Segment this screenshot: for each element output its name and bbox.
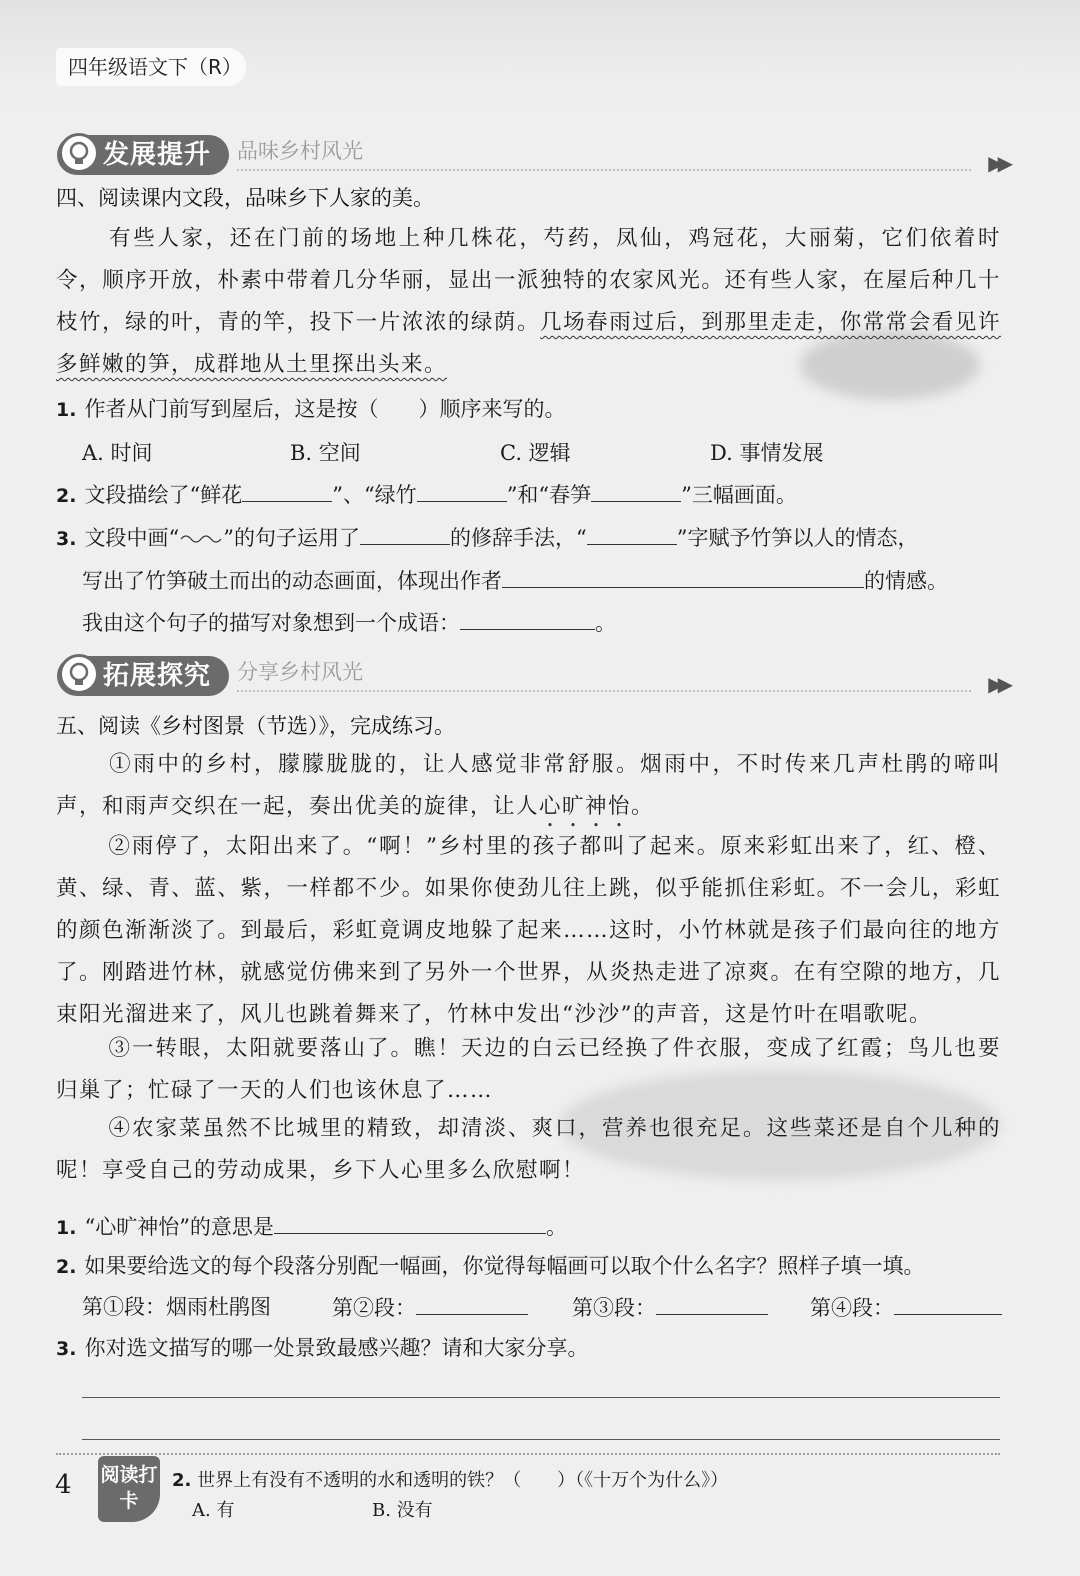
question-text: 文段中画“ [84, 526, 180, 550]
fill-blank[interactable] [274, 1211, 546, 1234]
question-text: 文段描绘了“鲜花 [84, 483, 243, 507]
q2-fill-paragraph-2 [332, 1292, 528, 1323]
question-3-line-2 [82, 565, 948, 596]
fill-blank[interactable] [460, 607, 595, 630]
question-text: ”和“春笋 [506, 483, 592, 507]
section-badge-label: 发展提升 [103, 140, 212, 170]
paragraph-text: 。 [631, 794, 655, 819]
question-text: ”、“绿竹 [332, 483, 417, 507]
option-d[interactable]: D. 事情发展 [710, 441, 824, 465]
question-number: 3. [56, 1338, 77, 1360]
section-header-extension [57, 656, 1007, 702]
article-paragraph-3 [56, 1028, 1001, 1112]
book-title: 四年级语文下（R） [56, 48, 246, 86]
q2-fill-paragraph-4 [810, 1292, 1002, 1323]
question-five-title: 五、阅读《乡村图景（节选）》，完成练习。 [56, 714, 455, 738]
reading-checkin-badge: 阅读打卡 [98, 1456, 160, 1522]
fill-blank[interactable] [417, 479, 507, 502]
question-number: 3. [56, 528, 77, 550]
page-number: 4 [55, 1470, 72, 1500]
question-5-3 [56, 1333, 588, 1364]
question-number: 2. [56, 1256, 77, 1278]
option-a[interactable]: A. 时间 [82, 441, 153, 465]
fill-blank[interactable] [587, 522, 677, 545]
question-text: 。 [545, 1215, 567, 1239]
lightbulb-icon [59, 133, 99, 173]
question-text: ）顺序来写的。 [418, 397, 566, 421]
q2-fill-paragraph-1: 第①段：烟雨杜鹃图 [82, 1295, 271, 1319]
section-badge-label: 拓展探究 [103, 661, 212, 691]
answer-line[interactable] [82, 1439, 1000, 1440]
fill-blank[interactable] [242, 479, 332, 502]
question-text: 世界上有没有不透明的水和透明的铁？（ ）（《十万个为什么》） [197, 1470, 729, 1491]
question-3-line-3 [82, 607, 616, 638]
double-arrow-icon: ▶▶ [988, 672, 1007, 696]
question-number: 2. [56, 485, 77, 507]
fill-blank[interactable] [360, 522, 450, 545]
article-paragraph-4 [56, 1108, 1001, 1192]
question-text: 写出了竹笋破土而出的动态画面，体现出作者 [82, 569, 502, 593]
question-number: 1. [56, 399, 77, 421]
question-text: 。 [595, 611, 616, 635]
paragraph-text: ③一转眼，太阳就要落山了。瞧！天边的白云已经换了件衣服，变成了红霞；鸟儿也要归巢了；忙碌了一天的人们也该休息了…… [56, 1036, 1001, 1103]
footer-option-b[interactable]: B. 没有 [372, 1500, 433, 1521]
double-arrow-icon: ▶▶ [988, 151, 1007, 175]
paragraph-text: ④农家菜虽然不比城里的精致，却清淡、爽口，营养也很充足。这些菜还是自个儿种的呢！享受自己的劳动成果，乡下人心里多么欣慰啊！ [56, 1116, 1001, 1183]
lightbulb-icon [59, 654, 99, 694]
footer-question [172, 1466, 728, 1492]
question-text: ”的句子运用了 [223, 526, 360, 550]
paragraph-text: ①雨中的乡村，朦朦胧胧的，让人感觉非常舒服。烟雨中，不时传来几声杜鹃的啼叫声，和雨声交织在一起，奏出优美的旋律，让人 [56, 752, 1001, 819]
article-paragraph-2 [56, 826, 1001, 1036]
question-text: 的修辞手法，“ [449, 526, 587, 550]
fill-blank[interactable] [502, 565, 864, 588]
question-four-title: 四、阅读课内文段，品味乡下人家的美。 [56, 186, 434, 210]
fill-blank[interactable] [894, 1292, 1002, 1315]
question-text: 如果要给选文的每个段落分别配一幅画，你觉得每幅画可以取个什么名字？照样子填一填。 [84, 1254, 925, 1278]
dotted-divider [237, 690, 971, 692]
fill-blank[interactable] [591, 479, 681, 502]
question-2 [56, 479, 797, 511]
answer-line[interactable] [82, 1397, 1000, 1398]
wavy-underlined-sentence: 几场春雨过后，到那里走走，你常常会看见许多鲜嫩的笋，成群地从土里探出头来。 [56, 310, 1001, 377]
question-number: 1. [56, 1217, 77, 1239]
dotted-divider [237, 169, 971, 171]
passage-part: 有些人家，还在门前的场地上种几株花，芍药，凤仙，鸡冠花，大丽菊，它们依着时令，顺序开放，朴素中带着几分华丽，显出一派独特的农家风光。还有些人家，在屋后种几十枝竹，绿的叶，青的竿，投下一片浓浓的绿荫。 [56, 226, 1001, 335]
passage-text [56, 218, 1001, 386]
question-text: 我由这个句子的描写对象想到一个成语： [82, 611, 460, 635]
section-header-development [57, 135, 1007, 181]
wavy-line-sample [179, 523, 223, 553]
fill-blank[interactable] [416, 1292, 528, 1315]
question-text: 你对选文描写的哪一处景致最感兴趣？请和大家分享。 [84, 1336, 589, 1360]
question-number: 2. [172, 1470, 192, 1491]
section-subtitle: 分享乡村风光 [237, 660, 363, 684]
question-text: ”字赋予竹笋以人的情态， [676, 526, 919, 550]
question-text: ”三幅画面。 [681, 483, 797, 507]
fill-label: 第③段： [572, 1296, 656, 1320]
option-c[interactable]: C. 逻辑 [500, 441, 571, 465]
question-3-line-1 [56, 522, 918, 554]
paragraph-text: ②雨停了，太阳出来了。“啊！”乡村里的孩子都叫了起来。原来彩虹出来了，红、橙、黄、绿、青、蓝、紫，一样都不少。如果你使劲儿往上跳，似乎能抓住彩虹。不一会儿，彩虹的颜色渐渐淡了。到最后，彩虹竟调皮地躲了起来……这时，小竹林就是孩子们最向往的地方了。刚踏进竹林，就感觉仿佛来到了另外一个世界，从炎热走进了凉爽。在有空隙的地方，几束阳光溜进来了，风儿也跳着舞来了，竹林中发出“沙沙”的声音，这是竹叶在唱歌呢。 [56, 834, 1001, 1027]
fill-blank[interactable] [656, 1292, 768, 1315]
option-b[interactable]: B. 空间 [290, 441, 361, 465]
question-5-1 [56, 1211, 567, 1243]
section-subtitle: 品味乡村风光 [237, 139, 363, 163]
footer-divider [56, 1453, 1000, 1455]
fill-label: 第②段： [332, 1296, 416, 1320]
fill-label: 第④段： [810, 1296, 894, 1320]
question-text: “心旷神怡”的意思是 [84, 1215, 274, 1239]
dotted-phrase: 心旷神怡 [539, 794, 632, 819]
question-text: 作者从门前写到屋后，这是按（ [84, 397, 379, 421]
footer-option-a[interactable]: A. 有 [192, 1500, 235, 1521]
question-1 [56, 394, 565, 425]
question-5-2 [56, 1251, 924, 1282]
article-paragraph-1 [56, 744, 1001, 832]
q2-fill-paragraph-3 [572, 1292, 768, 1323]
question-text: 的情感。 [864, 569, 948, 593]
